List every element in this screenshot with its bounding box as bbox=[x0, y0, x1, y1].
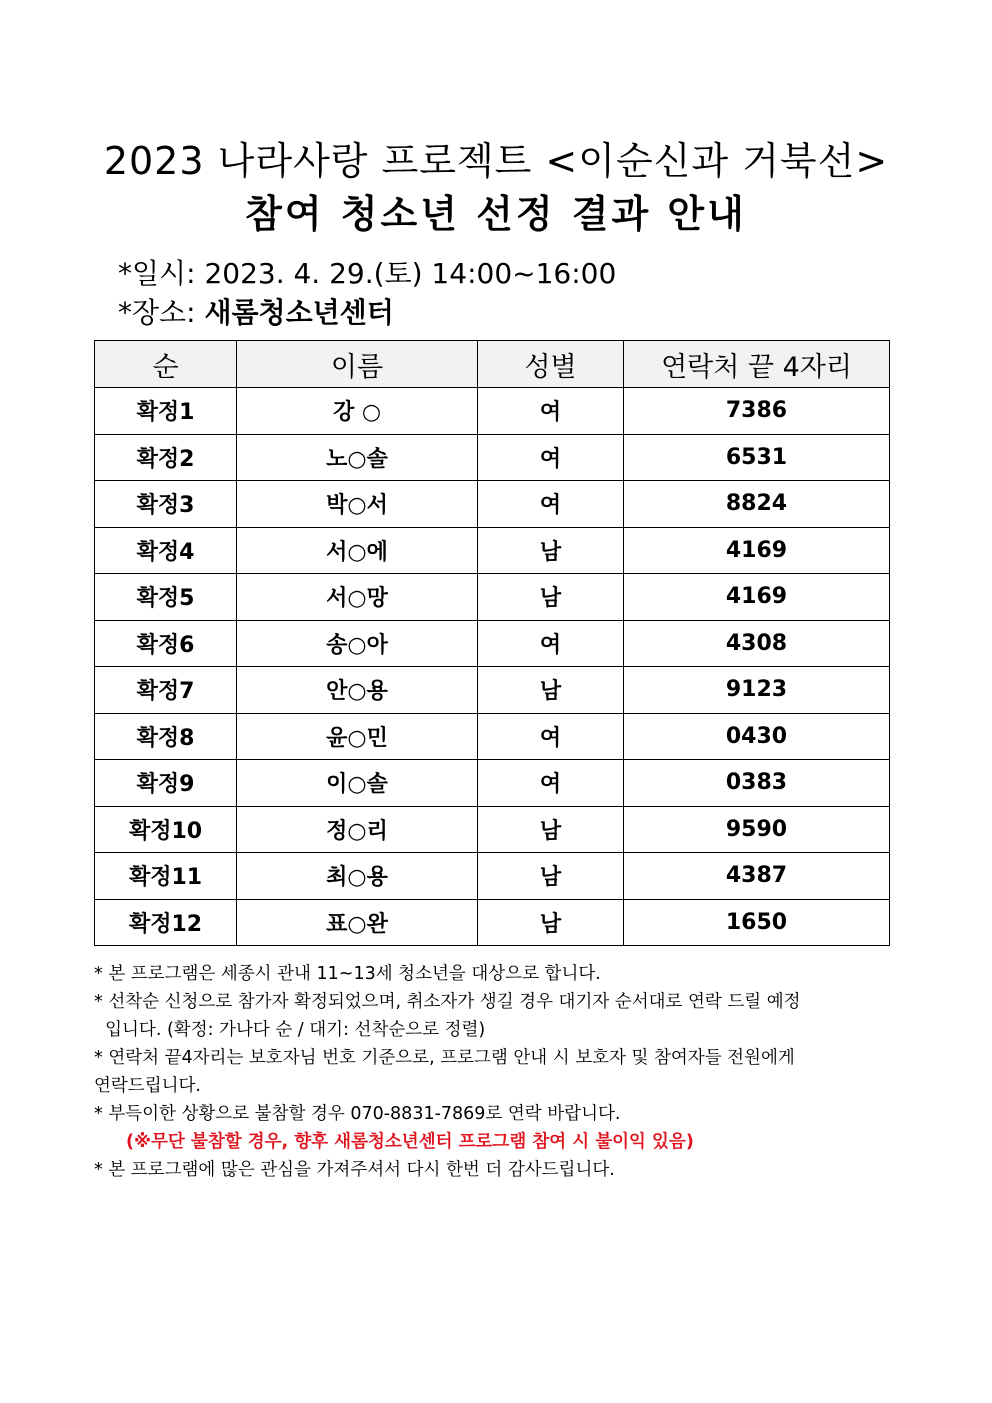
cell-name: 박○서 bbox=[237, 481, 478, 528]
cell-gender: 남 bbox=[478, 667, 624, 714]
event-date-value: 2023. 4. 29.(토) 14:00~16:00 bbox=[204, 257, 617, 290]
cell-order: 확정5 bbox=[95, 574, 237, 621]
cell-order: 확정8 bbox=[95, 713, 237, 760]
cell-gender: 여 bbox=[478, 760, 624, 807]
cell-order: 확정2 bbox=[95, 434, 237, 481]
cell-contact: 8824 bbox=[624, 481, 890, 528]
cell-order: 확정3 bbox=[95, 481, 237, 528]
note-target: * 본 프로그램은 세종시 관내 11~13세 청소년을 대상으로 합니다. bbox=[94, 964, 601, 984]
cell-order: 확정10 bbox=[95, 806, 237, 853]
table-row bbox=[95, 434, 890, 481]
cell-order: 확정4 bbox=[95, 527, 237, 574]
cell-contact: 6531 bbox=[624, 434, 890, 481]
cell-order: 확정11 bbox=[95, 853, 237, 900]
cell-contact: 4169 bbox=[624, 574, 890, 621]
cell-contact: 9123 bbox=[624, 667, 890, 714]
note-thanks: * 본 프로그램에 많은 관심을 가져주셔서 다시 한번 더 감사드립니다. bbox=[94, 1160, 615, 1180]
cell-order: 확정6 bbox=[95, 620, 237, 667]
table-row bbox=[95, 667, 890, 714]
cell-contact: 0430 bbox=[624, 713, 890, 760]
event-place bbox=[118, 295, 394, 331]
cell-order: 확정9 bbox=[95, 760, 237, 807]
cell-name: 표○완 bbox=[237, 899, 478, 946]
cell-name: 윤○민 bbox=[237, 713, 478, 760]
cell-name: 강 ○ bbox=[237, 388, 478, 435]
note-confirmation: * 선착순 신청으로 참가자 확정되었으며, 취소자가 생길 경우 대기자 순서대로 연락 드릴 예정 bbox=[94, 992, 801, 1012]
table-header-row bbox=[95, 341, 890, 388]
notes-section bbox=[94, 960, 899, 1184]
page-title-line2: 참여 청소년 선정 결과 안내 bbox=[245, 192, 747, 236]
event-place-value: 새롬청소년센터 bbox=[204, 296, 394, 329]
cell-name: 안○용 bbox=[237, 667, 478, 714]
cell-gender: 여 bbox=[478, 434, 624, 481]
table-row bbox=[95, 620, 890, 667]
table-row bbox=[95, 481, 890, 528]
table-row bbox=[95, 853, 890, 900]
cell-name: 이○솔 bbox=[237, 760, 478, 807]
table-row bbox=[95, 713, 890, 760]
cell-gender: 남 bbox=[478, 853, 624, 900]
cell-name: 서○에 bbox=[237, 527, 478, 574]
header-order: 순 bbox=[95, 341, 237, 388]
cell-name: 최○용 bbox=[237, 853, 478, 900]
participant-table bbox=[94, 340, 890, 946]
cell-gender: 남 bbox=[478, 806, 624, 853]
page-title-line1: 2023 나라사랑 프로젝트 <이순신과 거북선> bbox=[103, 139, 889, 183]
cell-gender: 남 bbox=[478, 527, 624, 574]
table-row bbox=[95, 388, 890, 435]
event-place-label: *장소: bbox=[118, 296, 205, 329]
cell-contact: 9590 bbox=[624, 806, 890, 853]
header-name: 이름 bbox=[237, 341, 478, 388]
event-date bbox=[118, 256, 616, 292]
cell-contact: 7386 bbox=[624, 388, 890, 435]
cell-gender: 여 bbox=[478, 388, 624, 435]
cell-name: 서○망 bbox=[237, 574, 478, 621]
table-row bbox=[95, 806, 890, 853]
cell-gender: 여 bbox=[478, 713, 624, 760]
cell-contact: 4387 bbox=[624, 853, 890, 900]
cell-contact: 4308 bbox=[624, 620, 890, 667]
note-contact-cont: 연락드립니다. bbox=[94, 1076, 201, 1096]
cell-order: 확정7 bbox=[95, 667, 237, 714]
note-contact: * 연락처 끝4자리는 보호자님 번호 기준으로, 프로그램 안내 시 보호자 및 참여자들 전원에게 bbox=[94, 1048, 795, 1068]
note-confirmation-cont: 입니다. (확정: 가나다 순 / 대기: 선착순으로 정렬) bbox=[94, 1020, 486, 1040]
cell-order: 확정12 bbox=[95, 899, 237, 946]
cell-contact: 4169 bbox=[624, 527, 890, 574]
cell-name: 송○아 bbox=[237, 620, 478, 667]
cell-gender: 여 bbox=[478, 620, 624, 667]
cell-gender: 남 bbox=[478, 574, 624, 621]
cell-name: 정○리 bbox=[237, 806, 478, 853]
table-row bbox=[95, 527, 890, 574]
cell-name: 노○솔 bbox=[237, 434, 478, 481]
cell-contact: 0383 bbox=[624, 760, 890, 807]
header-gender: 성별 bbox=[478, 341, 624, 388]
note-absence: * 부득이한 상황으로 불참할 경우 070-8831-7869로 연락 바랍니다. bbox=[94, 1104, 621, 1124]
table-row bbox=[95, 574, 890, 621]
table-row bbox=[95, 760, 890, 807]
cell-gender: 여 bbox=[478, 481, 624, 528]
note-absence-warning: (※무단 불참할 경우, 향후 새롬청소년센터 프로그램 참여 시 불이익 있음) bbox=[126, 1132, 694, 1152]
cell-contact: 1650 bbox=[624, 899, 890, 946]
cell-order: 확정1 bbox=[95, 388, 237, 435]
event-date-label: *일시: bbox=[118, 257, 205, 290]
table-row bbox=[95, 899, 890, 946]
cell-gender: 남 bbox=[478, 899, 624, 946]
header-contact: 연락처 끝 4자리 bbox=[624, 341, 890, 388]
